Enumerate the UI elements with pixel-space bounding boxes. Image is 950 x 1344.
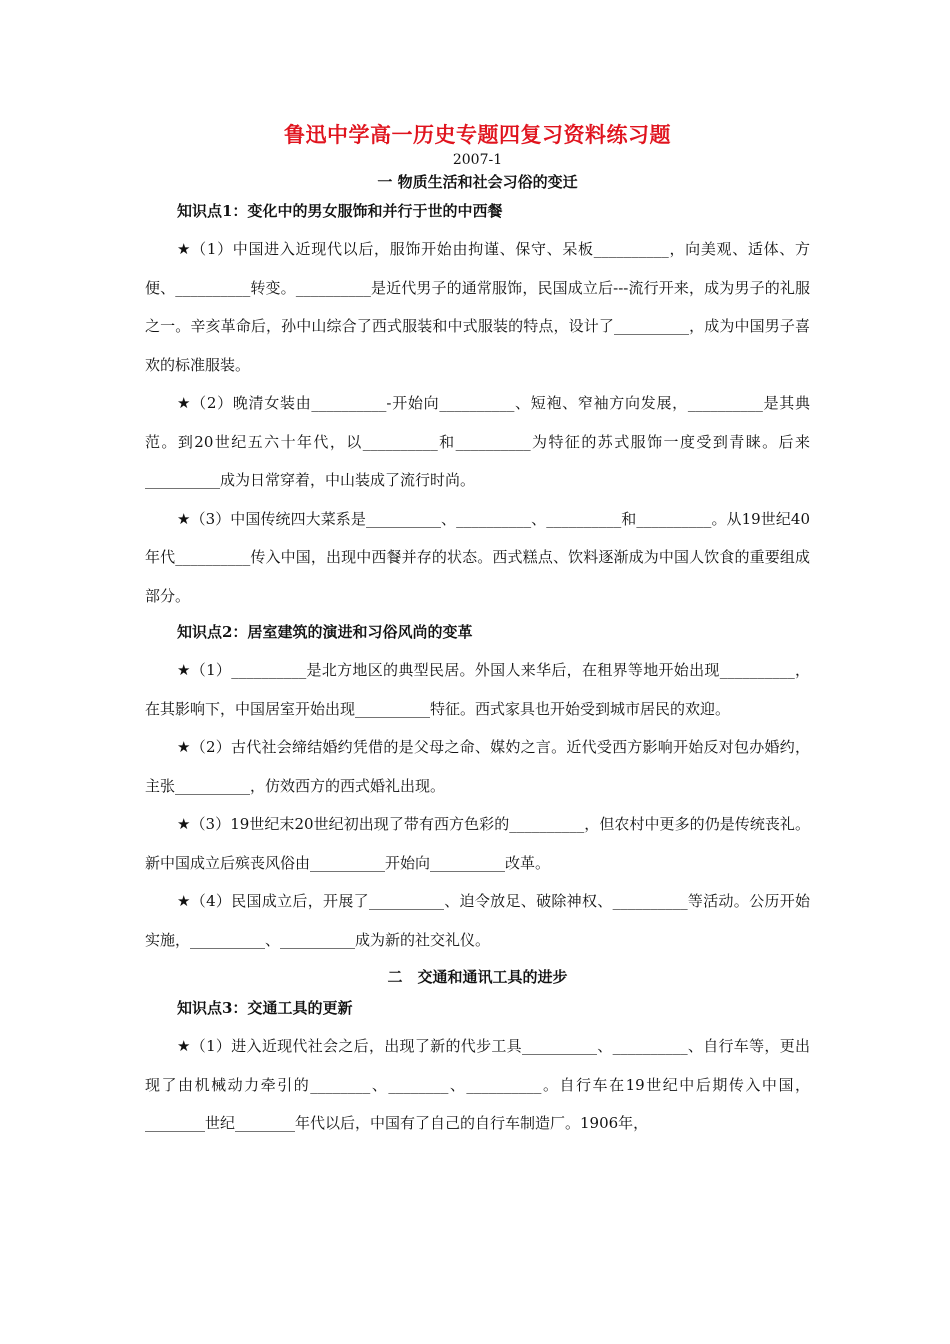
document-date: 2007-1 (452, 152, 503, 168)
question-3-1: ★（1）进入近现代社会之后，出现了新的代步工具__________、__________、自行车等，更出现了由机械动力牵引的________、________、__________。自行车在19世纪中后期传入中国，________世纪________年代以后，中国有了自己的自行车制造厂。1906年， (145, 1037, 811, 1132)
question-2-4: ★（4）民国成立后，开展了__________、迫令放足、破除神权、__________等活动。公历开始实施，__________、__________成为新的社交礼仪。 (145, 892, 811, 949)
question-2-2: ★（2）古代社会缔结婚约凭借的是父母之命、媒妁之言。近代受西方影响开始反对包办婚约，主张__________，仿效西方的西式婚礼出现。 (145, 738, 810, 795)
section-heading-1: 一 物质生活和社会习俗的变迁 (377, 173, 578, 191)
star-icon: ★ (177, 661, 191, 679)
star-icon: ★ (177, 738, 191, 756)
star-icon: ★ (177, 1037, 191, 1055)
question-1-2: ★（2）晚清女装由__________-开始向__________、短袍、窄袖方向发展，__________是其典范。到20世纪五六十年代，以__________和__________为特征的苏式服饰一度受到青睐。后来__________成为日常穿着，中山装成了流行时尚。 (145, 394, 810, 489)
star-icon: ★ (177, 892, 191, 910)
document-title: 鲁迅中学高一历史专题四复习资料练习题 (284, 122, 671, 147)
knowledge-point-2: 知识点2：居室建筑的演进和习俗风尚的变革 (177, 623, 473, 641)
knowledge-point-1: 知识点1：变化中的男女服饰和并行于世的中西餐 (177, 202, 503, 220)
knowledge-point-3: 知识点3：交通工具的更新 (177, 999, 353, 1017)
question-1-3: ★（3）中国传统四大菜系是__________、__________、__________和__________。从19世纪40年代__________传入中国，出现中西餐并存的状态。西式糕点、饮料逐渐成为中国人饮食的重要组成部分。 (145, 509, 810, 605)
question-1-1: ★（1）中国进入近现代以后，服饰开始由拘谨、保守、呆板__________，向美观、适体、方便、__________转变。__________是近代男子的通常服饰，民国成立后---流行开来，成为男子的礼服之一。辛亥革命后，孙中山综合了西式服装和中式服装的特点，设计了__________，成为中国男子喜欢的标准服装。 (145, 240, 810, 374)
star-icon: ★ (177, 815, 191, 833)
question-2-3: ★（3）19世纪末20世纪初出现了带有西方色彩的__________，但农村中更多的仍是传统丧礼。新中国成立后殡丧风俗由__________开始向__________改革。 (145, 815, 810, 872)
star-icon: ★ (177, 394, 192, 412)
question-2-1: ★（1）__________是北方地区的典型民居。外国人来华后，在租界等地开始出现__________，在其影响下，中国居室开始出现__________特征。西式家具也开始受到城市居民的欢迎。 (145, 661, 811, 718)
document-page (145, 120, 810, 1143)
star-icon: ★ (177, 240, 192, 258)
star-icon: ★ (177, 509, 191, 528)
section-heading-2: 二 交通和通讯工具的进步 (387, 968, 568, 986)
